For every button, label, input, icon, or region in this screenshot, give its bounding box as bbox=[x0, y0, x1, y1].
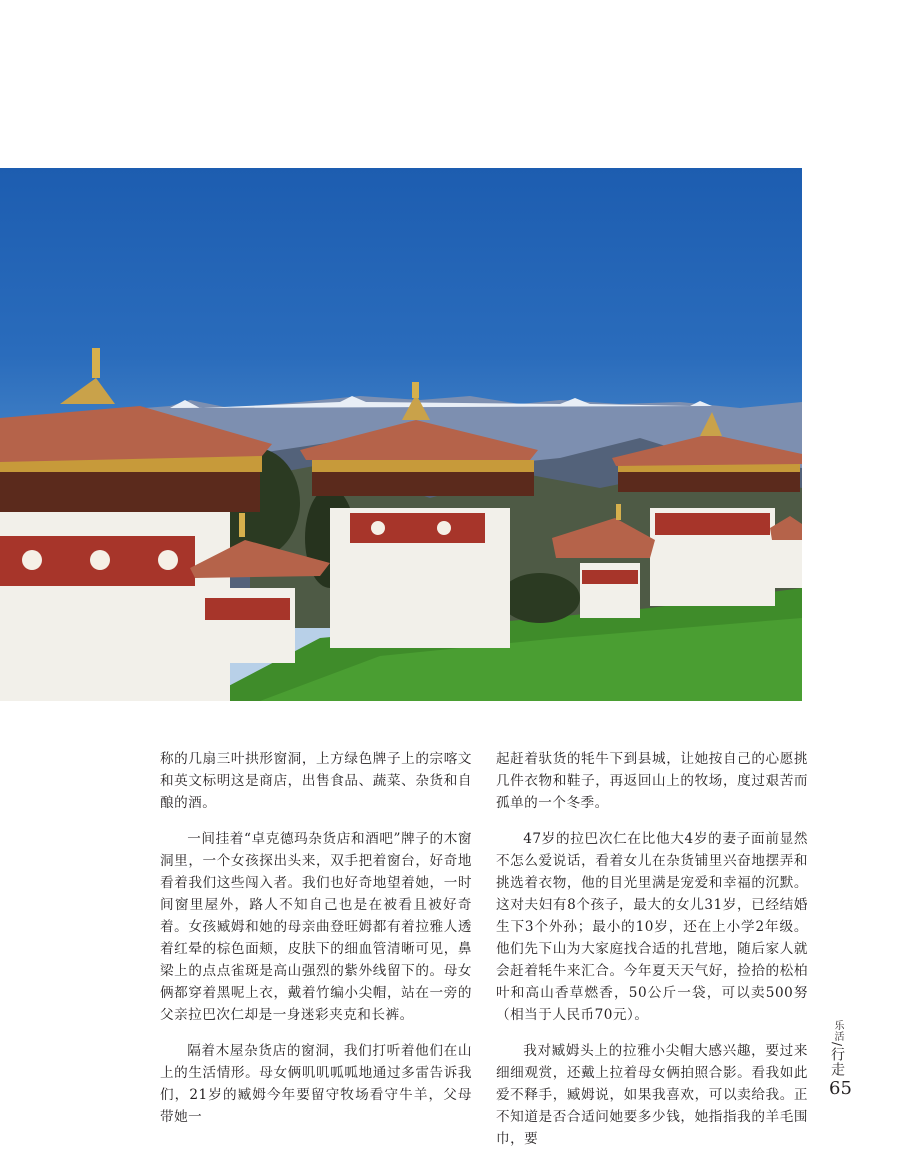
section-separator: / bbox=[830, 1042, 844, 1048]
article-photo bbox=[0, 168, 802, 701]
chorten-landscape-illustration bbox=[0, 168, 802, 701]
section-tag bbox=[829, 1020, 847, 1077]
tree bbox=[500, 573, 580, 623]
paragraph: 称的几扇三叶拱形窗洞，上方绿色牌子上的宗喀文和英文标明这是商店，出售食品、蔬菜、杂货和自酿的酒。 bbox=[160, 751, 472, 811]
paragraph: 47岁的拉巴次仁在比他大4岁的妻子面前显然不怎么爱说话，看着女儿在杂货铺里兴奋地摆弄和挑选着衣物，他的目光里满是宠爱和幸福的沉默。这对夫妇有8个孩子，最大的女儿31岁，已经结婚生下3个外孙；最小的10岁，还在上小学2年级。他们先下山为大家庭找合适的扎营地，随后家人就会赶着牦牛来汇合。今年夏天天气好，捡拾的松柏叶和高山香草燃香，50公斤一袋，可以卖500努（相当于人民币70元）。 bbox=[496, 831, 808, 1023]
section-name-b: 行走 bbox=[829, 1047, 845, 1078]
page-number: 65 bbox=[829, 1078, 852, 1099]
paragraph: 我对臧姆头上的拉雅小尖帽大感兴趣，要过来细细观赏，还戴上拉着母女俩拍照合影。看我如此爱不释手，臧姆说，如果我喜欢，可以卖给我。正不知道是否合适问她要多少钱，她指指我的羊毛围巾，要 bbox=[496, 1043, 808, 1147]
paragraph: 起赶着驮货的牦牛下到县城，让她按自己的心愿挑几件衣物和鞋子，再返回山上的牧场，度过艰苦而孤单的一个冬季。 bbox=[496, 751, 808, 811]
paragraph: 隔着木屋杂货店的窗洞，我们打听着他们在山上的生活情形。母女俩叽叽呱呱地通过多雷告诉我们，21岁的臧姆今年要留守牧场看守牛羊，父母带她一 bbox=[160, 1043, 472, 1125]
chorten-edge-right bbox=[770, 516, 802, 588]
article-column-left bbox=[160, 748, 472, 1142]
paragraph: 一间挂着“卓克德玛杂货店和酒吧”牌子的木窗洞里，一个女孩探出头来，双手把着窗台，好奇地看着我们这些闯入者。我们也好奇地望着她，一时间窗里屋外，路人不知自己也是在被看且被好奇着。女孩臧姆和她的母亲曲登旺姆都有着拉雅人透着红晕的棕色面颊，皮肤下的细血管清晰可见，鼻梁上的点点雀斑是高山强烈的紫外线留下的。母女俩都穿着黑呢上衣，戴着竹编小尖帽，站在一旁的父亲拉巴次仁却是一身迷彩夹克和长裤。 bbox=[160, 831, 472, 1023]
section-name-a: 乐活 bbox=[832, 1020, 843, 1042]
article-column-right bbox=[496, 748, 808, 1164]
